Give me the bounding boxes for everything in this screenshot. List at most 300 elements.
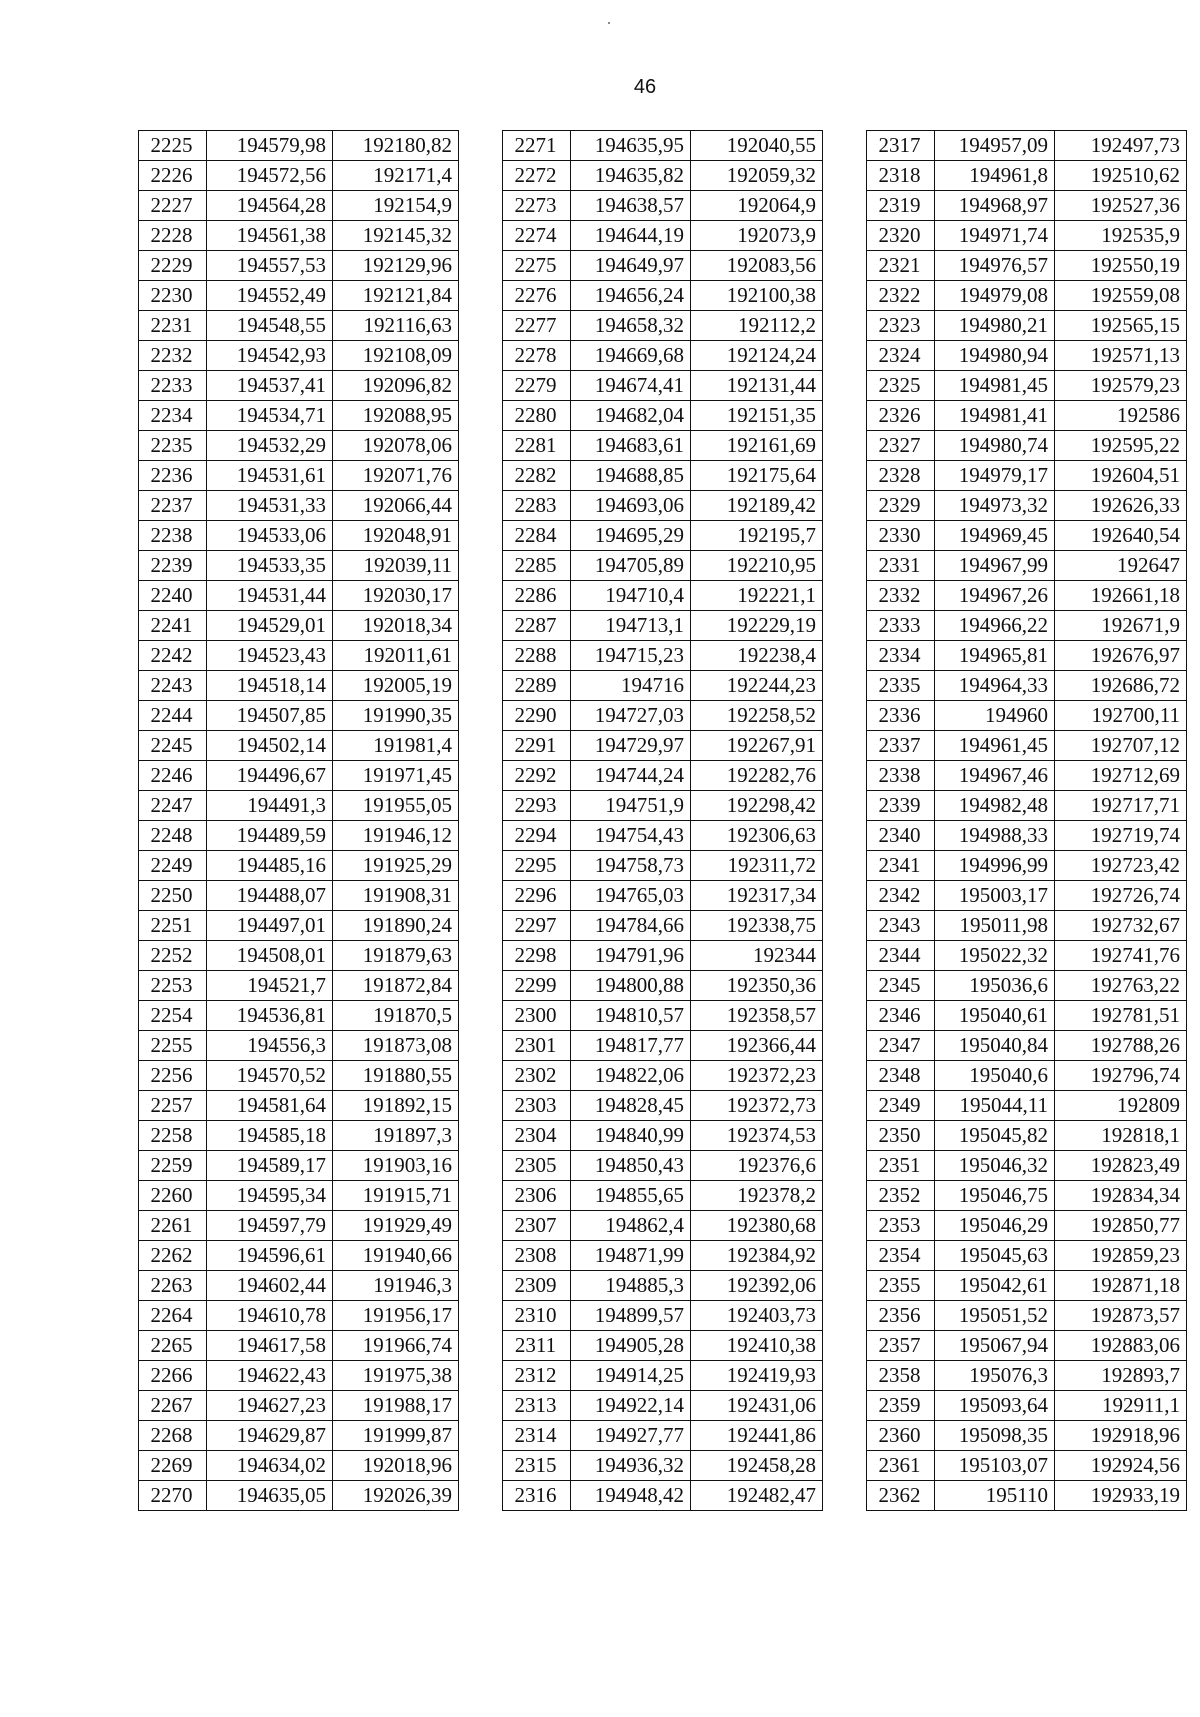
point-number-cell: 2336 (867, 701, 935, 731)
x-coordinate-cell: 194988,33 (935, 821, 1055, 851)
point-number-cell: 2243 (139, 671, 207, 701)
table-row (867, 1391, 1187, 1421)
y-coordinate-cell: 192116,63 (333, 311, 459, 341)
x-coordinate-cell: 194855,65 (571, 1181, 691, 1211)
point-number-cell: 2309 (503, 1271, 571, 1301)
table-row (139, 131, 459, 161)
y-coordinate-cell: 192647 (1055, 551, 1187, 581)
y-coordinate-cell: 191999,87 (333, 1421, 459, 1451)
x-coordinate-cell: 194758,73 (571, 851, 691, 881)
x-coordinate-cell: 194622,43 (207, 1361, 333, 1391)
y-coordinate-cell: 192311,72 (691, 851, 823, 881)
x-coordinate-cell: 194828,45 (571, 1091, 691, 1121)
point-number-cell: 2236 (139, 461, 207, 491)
table-row (503, 461, 823, 491)
point-number-cell: 2295 (503, 851, 571, 881)
table-row (867, 731, 1187, 761)
coordinate-table-3 (866, 130, 1187, 1511)
y-coordinate-cell: 192374,53 (691, 1121, 823, 1151)
point-number-cell: 2317 (867, 131, 935, 161)
table-row (503, 731, 823, 761)
x-coordinate-cell: 194629,87 (207, 1421, 333, 1451)
x-coordinate-cell: 194713,1 (571, 611, 691, 641)
y-coordinate-cell: 191908,31 (333, 881, 459, 911)
point-number-cell: 2279 (503, 371, 571, 401)
x-coordinate-cell: 194961,45 (935, 731, 1055, 761)
x-coordinate-cell: 194899,57 (571, 1301, 691, 1331)
table-row (139, 1091, 459, 1121)
x-coordinate-cell: 194822,06 (571, 1061, 691, 1091)
x-coordinate-cell: 194754,43 (571, 821, 691, 851)
table-row (139, 851, 459, 881)
table-row (139, 371, 459, 401)
x-coordinate-cell: 194497,01 (207, 911, 333, 941)
y-coordinate-cell: 191988,17 (333, 1391, 459, 1421)
table-row (503, 971, 823, 1001)
point-number-cell: 2230 (139, 281, 207, 311)
point-number-cell: 2271 (503, 131, 571, 161)
x-coordinate-cell: 194968,97 (935, 191, 1055, 221)
table-row (867, 1451, 1187, 1481)
y-coordinate-cell: 192358,57 (691, 1001, 823, 1031)
y-coordinate-cell: 192121,84 (333, 281, 459, 311)
point-number-cell: 2302 (503, 1061, 571, 1091)
point-number-cell: 2254 (139, 1001, 207, 1031)
y-coordinate-cell: 192066,44 (333, 491, 459, 521)
x-coordinate-cell: 194936,32 (571, 1451, 691, 1481)
x-coordinate-cell: 195040,61 (935, 1001, 1055, 1031)
y-coordinate-cell: 192550,19 (1055, 251, 1187, 281)
x-coordinate-cell: 194971,74 (935, 221, 1055, 251)
x-coordinate-cell: 194531,33 (207, 491, 333, 521)
x-coordinate-cell: 194656,24 (571, 281, 691, 311)
y-coordinate-cell: 192064,9 (691, 191, 823, 221)
table-row (503, 761, 823, 791)
x-coordinate-cell: 194979,08 (935, 281, 1055, 311)
table-row (139, 761, 459, 791)
table-row (503, 911, 823, 941)
x-coordinate-cell: 194966,22 (935, 611, 1055, 641)
table-row (139, 1151, 459, 1181)
table-row (139, 461, 459, 491)
y-coordinate-cell: 192378,2 (691, 1181, 823, 1211)
y-coordinate-cell: 192366,44 (691, 1031, 823, 1061)
point-number-cell: 2229 (139, 251, 207, 281)
y-coordinate-cell: 192510,62 (1055, 161, 1187, 191)
x-coordinate-cell: 195051,52 (935, 1301, 1055, 1331)
table-row (867, 1121, 1187, 1151)
x-coordinate-cell: 194980,74 (935, 431, 1055, 461)
y-coordinate-cell: 192083,56 (691, 251, 823, 281)
point-number-cell: 2322 (867, 281, 935, 311)
x-coordinate-cell: 194840,99 (571, 1121, 691, 1151)
y-coordinate-cell: 192482,47 (691, 1481, 823, 1511)
y-coordinate-cell: 192732,67 (1055, 911, 1187, 941)
x-coordinate-cell: 194765,03 (571, 881, 691, 911)
y-coordinate-cell: 192145,32 (333, 221, 459, 251)
x-coordinate-cell: 194548,55 (207, 311, 333, 341)
x-coordinate-cell: 194533,06 (207, 521, 333, 551)
x-coordinate-cell: 195045,82 (935, 1121, 1055, 1151)
x-coordinate-cell: 195040,6 (935, 1061, 1055, 1091)
y-coordinate-cell: 192244,23 (691, 671, 823, 701)
table-row (867, 1481, 1187, 1511)
point-number-cell: 2280 (503, 401, 571, 431)
point-number-cell: 2287 (503, 611, 571, 641)
point-number-cell: 2272 (503, 161, 571, 191)
x-coordinate-cell: 195046,75 (935, 1181, 1055, 1211)
x-coordinate-cell: 194488,07 (207, 881, 333, 911)
point-number-cell: 2286 (503, 581, 571, 611)
y-coordinate-cell: 192131,44 (691, 371, 823, 401)
point-number-cell: 2351 (867, 1151, 935, 1181)
point-number-cell: 2346 (867, 1001, 935, 1031)
point-number-cell: 2310 (503, 1301, 571, 1331)
x-coordinate-cell: 194850,43 (571, 1151, 691, 1181)
x-coordinate-cell: 194710,4 (571, 581, 691, 611)
table-row (139, 1031, 459, 1061)
y-coordinate-cell: 192686,72 (1055, 671, 1187, 701)
point-number-cell: 2232 (139, 341, 207, 371)
table-row (867, 1031, 1187, 1061)
y-coordinate-cell: 192559,08 (1055, 281, 1187, 311)
point-number-cell: 2296 (503, 881, 571, 911)
table-row (139, 491, 459, 521)
point-number-cell: 2225 (139, 131, 207, 161)
point-number-cell: 2314 (503, 1421, 571, 1451)
point-number-cell: 2342 (867, 881, 935, 911)
point-number-cell: 2284 (503, 521, 571, 551)
x-coordinate-cell: 195093,64 (935, 1391, 1055, 1421)
point-number-cell: 2340 (867, 821, 935, 851)
table-row (503, 1331, 823, 1361)
y-coordinate-cell: 192859,23 (1055, 1241, 1187, 1271)
y-coordinate-cell: 191946,12 (333, 821, 459, 851)
point-number-cell: 2352 (867, 1181, 935, 1211)
point-number-cell: 2276 (503, 281, 571, 311)
y-coordinate-cell: 192129,96 (333, 251, 459, 281)
y-coordinate-cell: 191946,3 (333, 1271, 459, 1301)
y-coordinate-cell: 192796,74 (1055, 1061, 1187, 1091)
x-coordinate-cell: 194683,61 (571, 431, 691, 461)
table-row (867, 581, 1187, 611)
y-coordinate-cell: 191880,55 (333, 1061, 459, 1091)
table-row (503, 161, 823, 191)
point-number-cell: 2335 (867, 671, 935, 701)
table-row (503, 491, 823, 521)
y-coordinate-cell: 192535,9 (1055, 221, 1187, 251)
point-number-cell: 2251 (139, 911, 207, 941)
y-coordinate-cell: 192112,2 (691, 311, 823, 341)
y-coordinate-cell: 191897,3 (333, 1121, 459, 1151)
y-coordinate-cell: 191929,49 (333, 1211, 459, 1241)
page-number: 46 (633, 76, 657, 98)
table-row (139, 1181, 459, 1211)
point-number-cell: 2266 (139, 1361, 207, 1391)
point-number-cell: 2247 (139, 791, 207, 821)
x-coordinate-cell: 194871,99 (571, 1241, 691, 1271)
y-coordinate-cell: 191872,84 (333, 971, 459, 1001)
table-row (139, 1481, 459, 1511)
point-number-cell: 2227 (139, 191, 207, 221)
y-coordinate-cell: 192719,74 (1055, 821, 1187, 851)
x-coordinate-cell: 194674,41 (571, 371, 691, 401)
y-coordinate-cell: 192048,91 (333, 521, 459, 551)
point-number-cell: 2349 (867, 1091, 935, 1121)
table-row (867, 401, 1187, 431)
point-number-cell: 2263 (139, 1271, 207, 1301)
x-coordinate-cell: 194965,81 (935, 641, 1055, 671)
table-row (503, 221, 823, 251)
y-coordinate-cell: 192788,26 (1055, 1031, 1187, 1061)
table-row (503, 1451, 823, 1481)
point-number-cell: 2261 (139, 1211, 207, 1241)
x-coordinate-cell: 194729,97 (571, 731, 691, 761)
point-number-cell: 2339 (867, 791, 935, 821)
y-coordinate-cell: 192350,36 (691, 971, 823, 1001)
table-row (503, 1361, 823, 1391)
table-row (503, 611, 823, 641)
y-coordinate-cell: 192873,57 (1055, 1301, 1187, 1331)
y-coordinate-cell: 192712,69 (1055, 761, 1187, 791)
point-number-cell: 2241 (139, 611, 207, 641)
y-coordinate-cell: 191956,17 (333, 1301, 459, 1331)
table-row (867, 1361, 1187, 1391)
point-number-cell: 2252 (139, 941, 207, 971)
table-row (867, 791, 1187, 821)
point-number-cell: 2359 (867, 1391, 935, 1421)
x-coordinate-cell: 194716 (571, 671, 691, 701)
table-row (503, 1031, 823, 1061)
y-coordinate-cell: 191915,71 (333, 1181, 459, 1211)
y-coordinate-cell: 192338,75 (691, 911, 823, 941)
table-row (867, 1091, 1187, 1121)
table-row (503, 1091, 823, 1121)
y-coordinate-cell: 192108,09 (333, 341, 459, 371)
x-coordinate-cell: 194967,26 (935, 581, 1055, 611)
x-coordinate-cell: 194532,29 (207, 431, 333, 461)
x-coordinate-cell: 194982,48 (935, 791, 1055, 821)
table-row (139, 941, 459, 971)
table-row (503, 341, 823, 371)
point-number-cell: 2255 (139, 1031, 207, 1061)
table-row (503, 581, 823, 611)
table-row (867, 491, 1187, 521)
y-coordinate-cell: 191925,29 (333, 851, 459, 881)
table-row (503, 281, 823, 311)
y-coordinate-cell: 192073,9 (691, 221, 823, 251)
table-row (503, 1391, 823, 1421)
table-row (503, 401, 823, 431)
x-coordinate-cell: 194973,32 (935, 491, 1055, 521)
y-coordinate-cell: 191975,38 (333, 1361, 459, 1391)
y-coordinate-cell: 192871,18 (1055, 1271, 1187, 1301)
table-row (503, 941, 823, 971)
table-row (867, 1241, 1187, 1271)
point-number-cell: 2325 (867, 371, 935, 401)
table-row (867, 461, 1187, 491)
point-number-cell: 2226 (139, 161, 207, 191)
y-coordinate-cell: 192005,19 (333, 671, 459, 701)
y-coordinate-cell: 192071,76 (333, 461, 459, 491)
point-number-cell: 2358 (867, 1361, 935, 1391)
y-coordinate-cell: 192579,23 (1055, 371, 1187, 401)
y-coordinate-cell: 192376,6 (691, 1151, 823, 1181)
point-number-cell: 2273 (503, 191, 571, 221)
point-number-cell: 2248 (139, 821, 207, 851)
y-coordinate-cell: 192626,33 (1055, 491, 1187, 521)
y-coordinate-cell: 192640,54 (1055, 521, 1187, 551)
table-row (867, 1151, 1187, 1181)
y-coordinate-cell: 192883,06 (1055, 1331, 1187, 1361)
x-coordinate-cell: 194784,66 (571, 911, 691, 941)
y-coordinate-cell: 192100,38 (691, 281, 823, 311)
y-coordinate-cell: 192238,4 (691, 641, 823, 671)
y-coordinate-cell: 192161,69 (691, 431, 823, 461)
y-coordinate-cell: 192030,17 (333, 581, 459, 611)
table-row (867, 851, 1187, 881)
point-number-cell: 2235 (139, 431, 207, 461)
point-number-cell: 2269 (139, 1451, 207, 1481)
x-coordinate-cell: 194579,98 (207, 131, 333, 161)
x-coordinate-cell: 194634,02 (207, 1451, 333, 1481)
x-coordinate-cell: 194638,57 (571, 191, 691, 221)
y-coordinate-cell: 192088,95 (333, 401, 459, 431)
y-coordinate-cell: 191940,66 (333, 1241, 459, 1271)
x-coordinate-cell: 194597,79 (207, 1211, 333, 1241)
table-row (139, 1421, 459, 1451)
x-coordinate-cell: 194502,14 (207, 731, 333, 761)
x-coordinate-cell: 194727,03 (571, 701, 691, 731)
y-coordinate-cell: 192151,35 (691, 401, 823, 431)
point-number-cell: 2291 (503, 731, 571, 761)
point-number-cell: 2299 (503, 971, 571, 1001)
point-number-cell: 2353 (867, 1211, 935, 1241)
x-coordinate-cell: 194491,3 (207, 791, 333, 821)
y-coordinate-cell: 192700,11 (1055, 701, 1187, 731)
point-number-cell: 2270 (139, 1481, 207, 1511)
x-coordinate-cell: 195022,32 (935, 941, 1055, 971)
point-number-cell: 2356 (867, 1301, 935, 1331)
point-number-cell: 2345 (867, 971, 935, 1001)
y-coordinate-cell: 191955,05 (333, 791, 459, 821)
y-coordinate-cell: 192384,92 (691, 1241, 823, 1271)
table-row (139, 1391, 459, 1421)
table-row (503, 1421, 823, 1451)
table-row (867, 311, 1187, 341)
y-coordinate-cell: 192267,91 (691, 731, 823, 761)
x-coordinate-cell: 194996,99 (935, 851, 1055, 881)
x-coordinate-cell: 194581,64 (207, 1091, 333, 1121)
y-coordinate-cell: 192026,39 (333, 1481, 459, 1511)
y-coordinate-cell: 192834,34 (1055, 1181, 1187, 1211)
point-number-cell: 2231 (139, 311, 207, 341)
table-row (503, 851, 823, 881)
y-coordinate-cell: 192282,76 (691, 761, 823, 791)
point-number-cell: 2285 (503, 551, 571, 581)
y-coordinate-cell: 192392,06 (691, 1271, 823, 1301)
table-row (503, 1271, 823, 1301)
point-number-cell: 2305 (503, 1151, 571, 1181)
y-coordinate-cell: 192604,51 (1055, 461, 1187, 491)
table-row (867, 611, 1187, 641)
table-row (139, 191, 459, 221)
x-coordinate-cell: 194669,68 (571, 341, 691, 371)
x-coordinate-cell: 194922,14 (571, 1391, 691, 1421)
table-row (867, 1301, 1187, 1331)
point-number-cell: 2281 (503, 431, 571, 461)
table-row (139, 1061, 459, 1091)
x-coordinate-cell: 194617,58 (207, 1331, 333, 1361)
table-row (139, 431, 459, 461)
table-row (867, 521, 1187, 551)
point-number-cell: 2304 (503, 1121, 571, 1151)
table-row (503, 251, 823, 281)
x-coordinate-cell: 194649,97 (571, 251, 691, 281)
y-coordinate-cell: 192763,22 (1055, 971, 1187, 1001)
x-coordinate-cell: 194570,52 (207, 1061, 333, 1091)
table-row (503, 641, 823, 671)
point-number-cell: 2233 (139, 371, 207, 401)
y-coordinate-cell: 192154,9 (333, 191, 459, 221)
y-coordinate-cell: 192380,68 (691, 1211, 823, 1241)
table-row (867, 221, 1187, 251)
y-coordinate-cell: 191981,4 (333, 731, 459, 761)
table-row (503, 1121, 823, 1151)
table-row (503, 671, 823, 701)
y-coordinate-cell: 192893,7 (1055, 1361, 1187, 1391)
point-number-cell: 2259 (139, 1151, 207, 1181)
x-coordinate-cell: 194914,25 (571, 1361, 691, 1391)
table-row (867, 1181, 1187, 1211)
point-number-cell: 2301 (503, 1031, 571, 1061)
table-row (503, 1301, 823, 1331)
table-row (867, 281, 1187, 311)
table-row (139, 551, 459, 581)
point-number-cell: 2274 (503, 221, 571, 251)
x-coordinate-cell: 194885,3 (571, 1271, 691, 1301)
y-coordinate-cell: 192040,55 (691, 131, 823, 161)
y-coordinate-cell: 192410,38 (691, 1331, 823, 1361)
table-row (867, 1211, 1187, 1241)
x-coordinate-cell: 194980,21 (935, 311, 1055, 341)
y-coordinate-cell: 192458,28 (691, 1451, 823, 1481)
point-number-cell: 2242 (139, 641, 207, 671)
point-number-cell: 2306 (503, 1181, 571, 1211)
point-number-cell: 2239 (139, 551, 207, 581)
coordinate-table-1 (138, 130, 459, 1511)
y-coordinate-cell: 192011,61 (333, 641, 459, 671)
point-number-cell: 2347 (867, 1031, 935, 1061)
table-row (503, 1481, 823, 1511)
y-coordinate-cell: 192565,15 (1055, 311, 1187, 341)
y-coordinate-cell: 192078,06 (333, 431, 459, 461)
x-coordinate-cell: 194556,3 (207, 1031, 333, 1061)
table-row (139, 281, 459, 311)
table-row (503, 1181, 823, 1211)
table-row (139, 1271, 459, 1301)
x-coordinate-cell: 194585,18 (207, 1121, 333, 1151)
point-number-cell: 2312 (503, 1361, 571, 1391)
x-coordinate-cell: 194682,04 (571, 401, 691, 431)
y-coordinate-cell: 192419,93 (691, 1361, 823, 1391)
y-coordinate-cell: 191892,15 (333, 1091, 459, 1121)
x-coordinate-cell: 194967,99 (935, 551, 1055, 581)
x-coordinate-cell: 194489,59 (207, 821, 333, 851)
y-coordinate-cell: 192809 (1055, 1091, 1187, 1121)
x-coordinate-cell: 194905,28 (571, 1331, 691, 1361)
table-row (139, 911, 459, 941)
